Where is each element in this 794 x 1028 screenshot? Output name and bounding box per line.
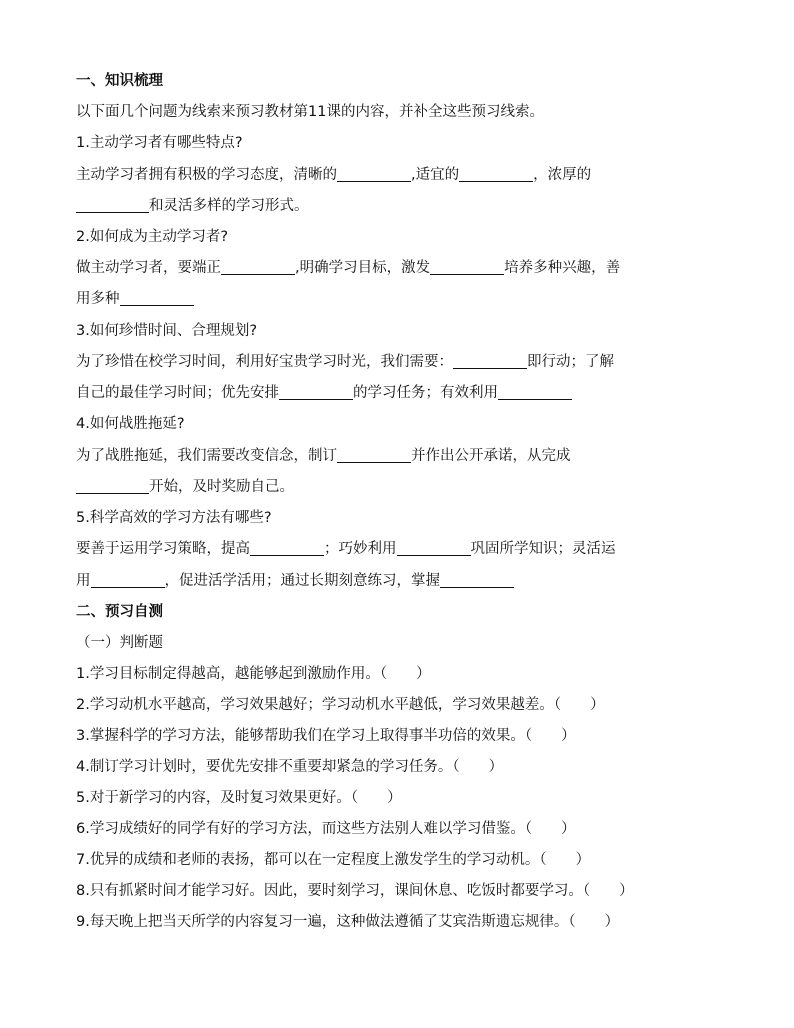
q3-text-b: 即行动；了解 [527, 354, 614, 370]
q4-text-a: 为了战胜拖延，我们需要改变信念，制订 [76, 448, 337, 464]
worksheet [76, 72, 676, 930]
q3-text-d: 的学习任务；有效利用 [353, 385, 498, 401]
q2-line2 [76, 290, 676, 309]
q5-text-b: ；巧妙利用 [324, 541, 397, 557]
q1-line2 [76, 197, 676, 216]
judgment-item: 3.掌握科学的学习方法，能够帮助我们在学习上取得事半功倍的效果。（ ） [76, 728, 576, 744]
q4-text-b: 并作出公开承诺，从完成 [411, 448, 571, 464]
q1-text-d: 和灵活多样的学习形式。 [149, 198, 309, 214]
q1-text-c: ，浓厚的 [533, 167, 592, 183]
q5-text-d: 用 [76, 573, 91, 589]
fill-blank[interactable] [120, 290, 194, 306]
judgment-item: 5.对于新学习的内容，及时复习效果更好。（ ） [76, 790, 402, 806]
fill-blank[interactable] [221, 259, 295, 275]
section-title-knowledge: 一、知识梳理 [76, 73, 163, 89]
fill-blank[interactable] [459, 166, 533, 182]
q2-title: 2.如何成为主动学习者? [76, 229, 229, 245]
judgment-item: 1.学习目标制定得越高，越能够起到激励作用。（ ） [76, 666, 431, 682]
fill-blank[interactable] [76, 478, 149, 494]
q1-line1 [76, 166, 676, 185]
q5-text-e: ，促进活学活用；通过长期刻意练习，掌握 [164, 573, 440, 589]
fill-blank[interactable] [279, 384, 353, 400]
q3-text-c: 自己的最佳学习时间；优先安排 [76, 385, 279, 401]
intro-text: 以下面几个问题为线索来预习教材第11课的内容，并补全这些预习线索。 [76, 104, 544, 120]
q2-line1 [76, 259, 676, 278]
q5-text-c: 巩固所学知识；灵活运 [470, 541, 616, 557]
fill-blank[interactable] [430, 259, 504, 275]
fill-blank[interactable] [250, 540, 324, 556]
q2-text-d: 用多种 [76, 291, 120, 307]
q1-title: 1.主动学习者有哪些特点? [76, 135, 243, 151]
judgment-item: 2.学习动机水平越高，学习效果越好；学习动机水平越低，学习效果越差。（ ） [76, 697, 605, 713]
fill-blank[interactable] [453, 353, 527, 369]
judgment-item: 9.每天晚上把当天所学的内容复习一遍，这种做法遵循了艾宾浩斯遗忘规律。（ ） [76, 914, 620, 930]
fill-blank[interactable] [76, 197, 149, 213]
fill-blank[interactable] [337, 447, 411, 463]
q5-title: 5.科学高效的学习方法有哪些? [76, 510, 272, 526]
section-title-selftest: 二、预习自测 [76, 604, 163, 620]
judgment-item: 6.学习成绩好的同学有好的学习方法，而这些方法别人难以学习借鉴。（ ） [76, 821, 576, 837]
q1-text-a: 主动学习者拥有积极的学习态度，清晰的 [76, 167, 337, 183]
q5-line2 [76, 572, 676, 591]
q2-text-b: ,明确学习目标，激发 [295, 260, 431, 276]
subsection-true-false: （一）判断题 [76, 635, 163, 651]
fill-blank[interactable] [440, 572, 514, 588]
judgment-item: 8.只有抓紧时间才能学习好。因此，要时刻学习，课间休息、吃饭时都要学习。（ ） [76, 883, 634, 899]
q5-text-a: 要善于运用学习策略，提高 [76, 541, 250, 557]
q3-text-a: 为了珍惜在校学习时间，利用好宝贵学习时光，我们需要： [76, 354, 453, 370]
fill-blank[interactable] [337, 166, 411, 182]
fill-blank[interactable] [498, 384, 572, 400]
judgment-item: 7.优异的成绩和老师的表扬，都可以在一定程度上激发学生的学习动机。（ ） [76, 852, 591, 868]
q2-text-a: 做主动学习者，要端正 [76, 260, 221, 276]
q3-line1 [76, 353, 676, 372]
q4-line1 [76, 447, 676, 466]
q5-line1 [76, 540, 676, 559]
q4-text-c: 开始，及时奖励自己。 [149, 479, 294, 495]
fill-blank[interactable] [397, 540, 471, 556]
fill-blank[interactable] [91, 572, 165, 588]
judgment-item: 4.制订学习计划时，要优先安排不重要却紧急的学习任务。（ ） [76, 759, 504, 775]
q3-line2 [76, 384, 676, 403]
q1-text-b: ,适宜的 [411, 167, 460, 183]
q3-title: 3.如何珍惜时间、合理规划? [76, 323, 258, 339]
q2-text-c: 培养多种兴趣，善 [504, 260, 621, 276]
q4-line2 [76, 478, 676, 497]
q4-title: 4.如何战胜拖延? [76, 416, 185, 432]
